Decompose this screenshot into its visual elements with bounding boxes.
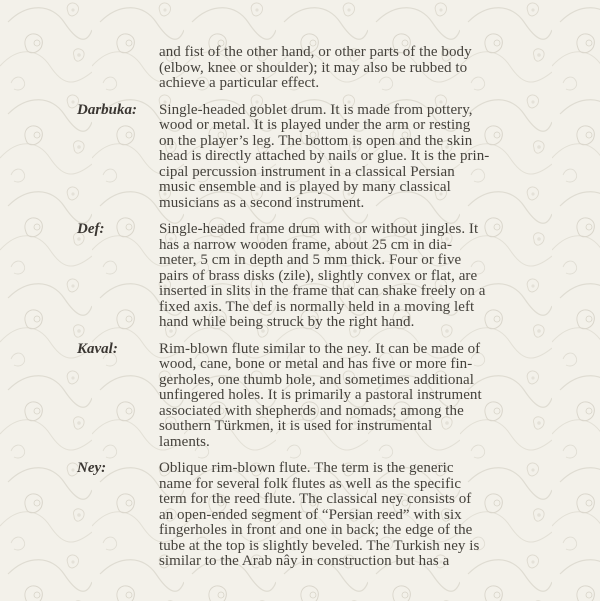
darbuka-entry — [0, 103, 600, 212]
def-entry — [0, 222, 600, 331]
def-term: Def: — [77, 221, 105, 237]
darbuka-description: Single-headed goblet drum. It is made from pottery, wood or metal. It is played under the arm or resting on the player’s leg. The bottom is open and the skin head is directly attached by nails or glue. It is the prin- cipal percussion instrument in a classical Persian music ensemble and is played by many classical musicians as a second instrument. — [159, 101, 490, 211]
kaval-entry — [0, 342, 600, 451]
ney-term: Ney: — [77, 460, 107, 476]
darbuka-term: Darbuka: — [77, 101, 138, 118]
ney-description: Oblique rim-blown flute. The term is the generic name for several folk flutes as well as the specific term for the reed flute. The classical ney consists of an open-ended segment of “Persian reed” with six fingerholes in front and one in back; the edge of the tube at the top is slightly beveled. The Turkish ney is similar to the Arab nây in construction but has a — [159, 460, 480, 569]
continued-entry-description: and fist of the other hand, or other parts of the body (elbow, knee or shoulder); it may also be rubbed to achieve a particular effect. — [159, 44, 472, 91]
kaval-term: Kaval: — [77, 340, 118, 357]
def-description: Single-headed frame drum with or without jingles. It has a narrow wooden frame, about 25 cm in dia- meter, 5 cm in depth and 5 mm thick. Four or five pairs of brass disks (zile), slightly convex or flat, are inserted in slits in the frame that can shake freely on a fixed axis. The def is normally held in a moving left hand while being struck by the right hand. — [159, 221, 486, 330]
kaval-description: Rim-blown flute similar to the ney. It can be made of wood, cane, bone or metal and has five or more fin- gerholes, one thumb hole, and sometimes additional unfingered holes. It is primarily a pastoral instrument associated with shepherds and nomads; among the southern Türkmen, it is used for instrumental laments. — [159, 340, 482, 450]
ney-entry — [0, 461, 600, 570]
continued-entry — [0, 45, 600, 92]
glossary-text — [0, 45, 600, 570]
